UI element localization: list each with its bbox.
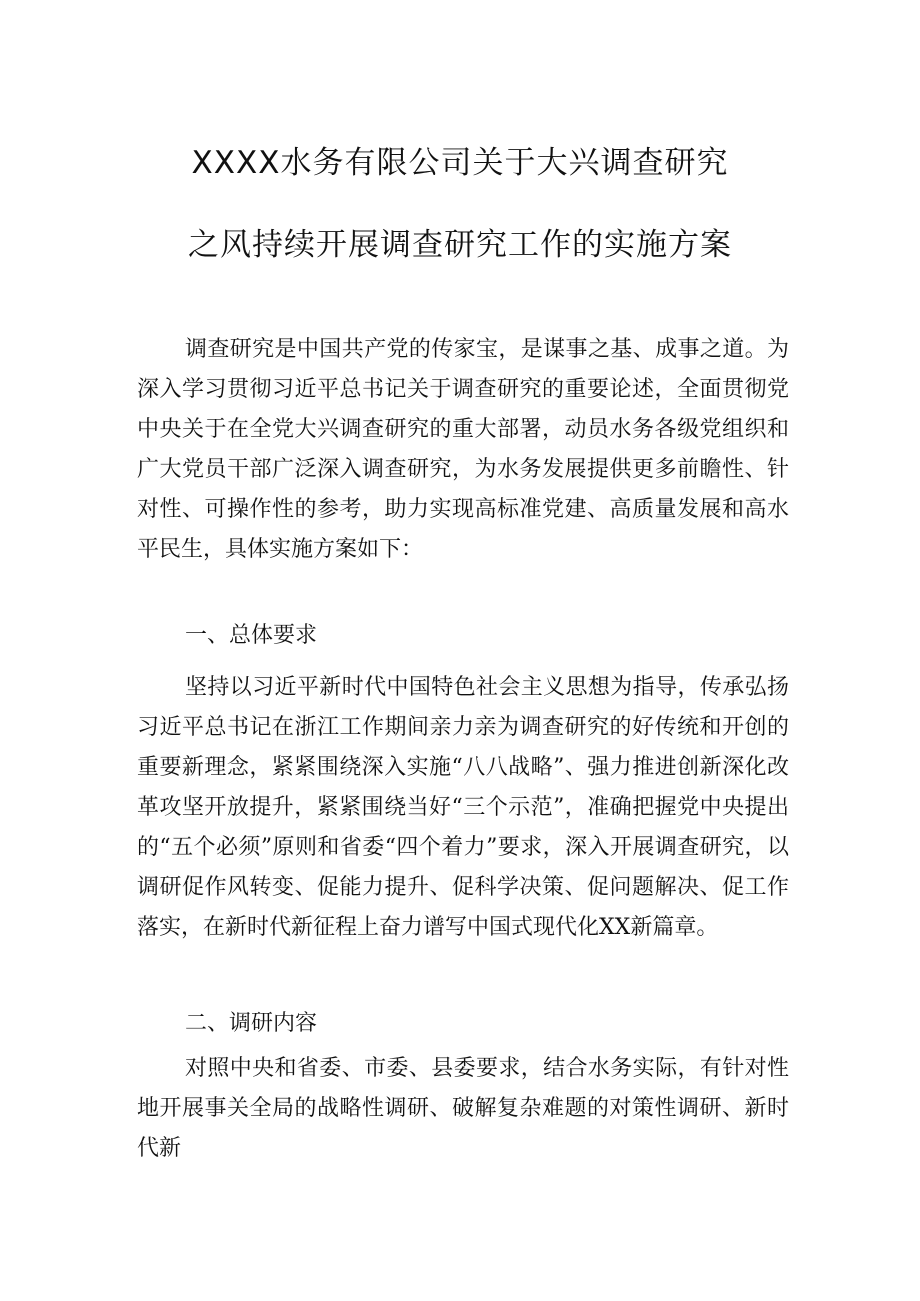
section2-paragraph-text: 对照中央和省委、市委、县委要求，结合水务实际，有针对性地开展事关全局的战略性调研、破解复杂难题的对策性调研、新时代新 [137, 1056, 789, 1161]
intro-paragraph [137, 330, 789, 570]
document-title-line-1: XXXX水务有限公司关于大兴调查研究 [191, 145, 729, 181]
section1-paragraph [137, 668, 789, 948]
section1-paragraph-text: 坚持以习近平新时代中国特色社会主义思想为指导，传承弘扬习近平总书记在浙江工作期间亲力亲为调查研究的好传统和开创的重要新理念，紧紧围绕深入实施“八八战略”、强力推进创新深化改革攻坚开放提升，紧紧围绕当好“三个示范”，准确把握党中央提出的“五个必须”原则和省委“四个着力”要求，深入开展调查研究，以调研促作风转变、促能力提升、促科学决策、促问题解决、促工作落实，在新时代新征程上奋力谱写中国式现代化XX新篇章。 [137, 675, 789, 940]
section2-paragraph [137, 1049, 789, 1169]
document-title-line-2: 之风持续开展调查研究工作的实施方案 [188, 227, 732, 263]
section-heading-overall-requirements: 一、总体要求 [185, 623, 318, 648]
section-heading-research-content: 二、调研内容 [185, 1011, 318, 1036]
intro-paragraph-text: 调查研究是中国共产党的传家宝，是谋事之基、成事之道。为深入学习贯彻习近平总书记关于调查研究的重要论述，全面贯彻党中央关于在全党大兴调查研究的重大部署，动员水务各级党组织和广大党员干部广泛深入调查研究，为水务发展提供更多前瞻性、针对性、可操作性的参考，助力实现高标准党建、高质量发展和高水平民生，具体实施方案如下： [137, 337, 789, 562]
